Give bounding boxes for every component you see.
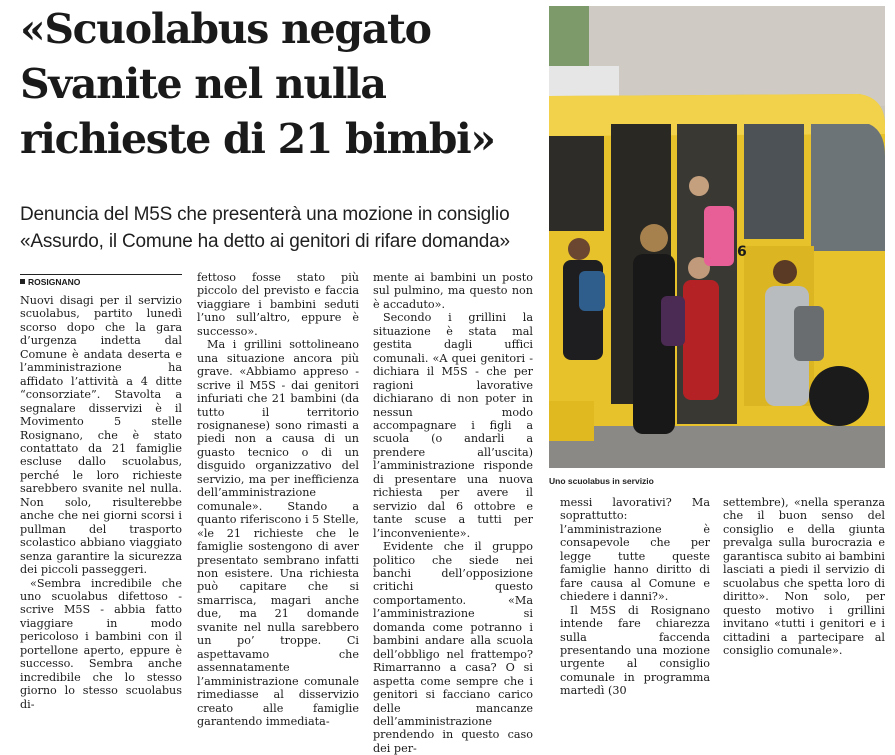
child-backpack [661, 296, 685, 346]
child-head [568, 238, 590, 260]
paragraph: mente ai bambini un posto sul pulmino, ma questo non è accaduto». [373, 271, 533, 311]
child-head [773, 260, 797, 284]
paragraph: Nuovi disagi per il servizio scuolabus, partito lunedì scorso dopo che la gara d’urgenza indetta dal Comune è andata deserta e l’amministrazione ha affidato l’attività a 4 ditte “consorziate”. Stavolta a segnalare disservizi è il Movimento 5 stelle Rosignano, che è stato contattato da 21 famiglie escluse dallo scuolabus, perché le loro richieste sarebbero svanite nel nulla. Non solo, risulterebbe anche che nei giorni scorsi i pullman del trasporto scolastico abbiano viaggiato senza garantire la sicurezza dei piccoli passeggeri. [20, 294, 182, 577]
headline-line-2: Svanite nel nulla [20, 60, 386, 108]
bus-wheel [809, 366, 869, 426]
child-backpack [683, 280, 719, 400]
paragraph: fettoso fosse stato più piccolo del previsto e faccia viaggiare i bambini seduti l’uno sull’altro, eppure è successo». [197, 271, 359, 338]
bus-window-right [744, 124, 804, 239]
bus-window-left [549, 136, 604, 231]
deck-line-2: «Assurdo, il Comune ha detto ai genitori di rifare domanda» [20, 231, 510, 252]
article-column-1 [20, 294, 182, 711]
bus-windshield [811, 124, 885, 251]
building-wall [589, 6, 885, 106]
headline-line-1: «Scuolabus negato [20, 5, 431, 53]
paragraph: Evidente che il gruppo politico che siede nei banchi dell’opposizione critichi questo comportamento. «Ma l’amministrazione si domanda come potranno i bambini andare alla scuola dell’obbligo nel frattempo? Rimarranno a casa? O si aspetta come sempre che i genitori si facciano carico delle mancanze dell’amministrazione prendendo in questo caso dei per- [373, 540, 533, 755]
child-jacket [579, 271, 605, 311]
paragraph: Il M5S di Rosignano intende fare chiarezza sulla faccenda presentando una mozione urgente al consiglio comunale in programma martedì (30 [560, 603, 710, 698]
paragraph: settembre), «nella speranza che il buon senso del consiglio e della giunta prevalga sulla burocrazia e garantisca subito ai bambini lasciati a piedi il servizio di scuolabus che spetta loro di diritto». Non solo, per questo motivo i grillini invitano «tutti i genitori e i cittadini a partecipare al consiglio comunale». [723, 496, 885, 657]
article-column-5 [723, 496, 885, 657]
school-bus-illustration [549, 6, 885, 468]
deck-line-1: Denuncia del M5S che presenterà una mozione in consiglio [20, 204, 510, 225]
bus-left-bumper [549, 401, 594, 441]
school-bus-photo [549, 6, 885, 468]
article-column-3 [373, 271, 533, 755]
bus-number: 6 [737, 244, 747, 260]
child-head [689, 176, 709, 196]
paragraph: Secondo i grillini la situazione è stata mal gestita dagli uffici comunali. «A quei genitori - dichiara il M5S - che per ragioni lavorative dichiarano di non poter in nessun modo accompagnare i figli a scuola (o andarli a prendere all’uscita) l’amministrazione risponde di presentare una nuova richiesta per avere il servizio dal 6 ottobre e tante scuse a tutti per l’inconveniente». [373, 311, 533, 540]
child-backpack [794, 306, 824, 361]
paragraph: «Sembra incredibile che uno scuolabus difettoso - scrive M5S - abbia fatto viaggiare in modo pericoloso i bambini con il portellone aperto, eppure è successo. Sembra anche incredibile che lo stesso giorno lo stesso scuolabus di- [20, 576, 182, 711]
article-column-4 [560, 496, 710, 698]
child-pink-bag [704, 206, 734, 266]
deck-subtitle [20, 201, 542, 255]
section-label: ROSIGNANO [20, 274, 182, 287]
article-column-2 [197, 271, 359, 728]
headline-line-3: richieste di 21 bimbi» [20, 115, 495, 163]
photo-caption: Uno scuolabus in servizio [549, 476, 654, 486]
paragraph: messi lavorativi? Ma soprattutto: l’amministrazione è consapevole che per legge tutte queste famiglie hanno diritto di fare causa al Comune e chiedere i danni?». [560, 496, 710, 604]
headline [20, 2, 540, 167]
adult-head [640, 224, 668, 252]
paragraph: Ma i grillini sottolineano una situazione ancora più grave. «Abbiamo appreso - scrive il M5S - dai genitori infuriati che 21 bambini (da tutto il territorio rosignanese) sono rimasti a piedi non a causa di un guasto tecnico o di un disguido organizzativo del servizio, ma per inefficienza dell’amministrazione comunale». Stando a quanto riferiscono i 5 Stelle, «le 21 richieste che le famiglie sostengono di aver presentato sembrano infatti non esistere. Una richiesta può capitare che si smarrisca, magari anche due, ma 21 domande svanite nel nulla sarebbero un po’ troppe. Ci aspettavamo che assennatamente l’amministrazione comunale rimediasse al disservizio creato alle famiglie garantendo immediata- [197, 338, 359, 728]
